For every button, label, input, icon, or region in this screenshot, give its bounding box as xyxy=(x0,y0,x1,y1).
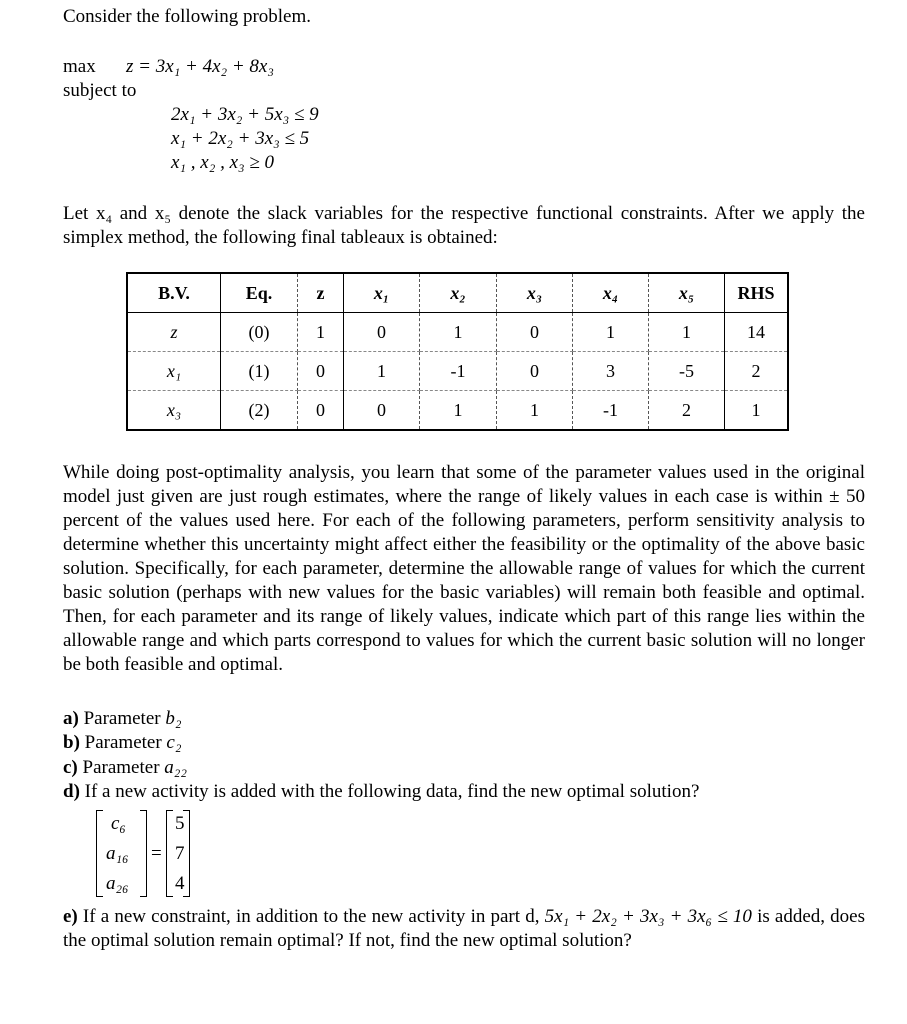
row0-bv: z xyxy=(127,313,221,352)
part-e-text-before: If a new constraint, in addition to the new activity in part d, xyxy=(82,906,540,927)
row0-x1: 0 xyxy=(344,313,420,352)
header-x2: x₂ xyxy=(420,273,497,313)
constraint-1: 2x₁ + 3x₂ + 5x₃ ≤ 9 xyxy=(171,104,319,125)
row2-x2: 1 xyxy=(420,391,497,431)
row1-rhs: 2 xyxy=(725,352,789,391)
part-e-label: e) xyxy=(63,906,78,927)
analysis-paragraph: While doing post-optimality analysis, you learn that some of the parameter values used in the original model just given are just rough estimates, where the range of likely values in each case is within ± 50 percent of the values used here. For each of the following parameters, perform sensitivity analysis to determine whether this uncertainty might affect either the feasibility or the optimality of the above basic solution. Specifically, for each parameter, determine the allowable range of values for which the current basic solution (perhaps with new values for the basic variables) will remain both feasible and optimal. Then, for each parameter and its range of likely values, indicate which part of this range lies within the allowable range and which parts correspond to values for which the current basic solution will no longer be both feasible and optimal. xyxy=(63,462,865,675)
row2-x1: 0 xyxy=(344,391,420,431)
objective-keyword: max xyxy=(63,56,96,77)
part-d-text: If a new activity is added with the following data, find the new optimal solution? xyxy=(84,781,700,802)
header-rhs: RHS xyxy=(725,273,789,313)
part-b xyxy=(63,731,181,755)
part-c-text: Parameter xyxy=(82,757,160,778)
row2-x5: 2 xyxy=(649,391,725,431)
subject-to-label: subject to xyxy=(63,80,137,101)
row2-z: 0 xyxy=(298,391,344,431)
values-right-bracket xyxy=(183,810,190,897)
label-a26: a₂₆ xyxy=(106,873,129,894)
intro-text: Consider the following problem. xyxy=(63,6,312,27)
part-a xyxy=(63,707,181,731)
row2-bv: x₃ xyxy=(127,391,221,431)
header-x1: x₁ xyxy=(344,273,420,313)
values-left-bracket xyxy=(166,810,173,897)
header-x3: x₃ xyxy=(497,273,573,313)
row2-x3: 1 xyxy=(497,391,573,431)
row1-x3: 0 xyxy=(497,352,573,391)
row1-x5: -5 xyxy=(649,352,725,391)
table-row xyxy=(127,391,788,431)
part-c-label: c) xyxy=(63,757,78,778)
equals-sign: = xyxy=(151,843,162,864)
objective-function: z = 3x₁ + 4x₂ + 8x₃ xyxy=(126,56,274,77)
row2-eq: (2) xyxy=(221,391,298,431)
row0-x2: 1 xyxy=(420,313,497,352)
row2-rhs: 1 xyxy=(725,391,789,431)
part-d-label: d) xyxy=(63,781,80,802)
row1-z: 0 xyxy=(298,352,344,391)
value-a26: 4 xyxy=(175,873,185,894)
left-bracket xyxy=(96,810,103,897)
right-bracket xyxy=(140,810,147,897)
part-b-text: Parameter xyxy=(84,732,162,753)
row0-rhs: 14 xyxy=(725,313,789,352)
table-row xyxy=(127,352,788,391)
value-a16: 7 xyxy=(175,843,185,864)
part-a-text: Parameter xyxy=(83,708,161,729)
row1-x4: 3 xyxy=(573,352,649,391)
label-c6: c₆ xyxy=(111,813,127,834)
row2-x4: -1 xyxy=(573,391,649,431)
part-d xyxy=(63,780,699,804)
header-eq: Eq. xyxy=(221,273,298,313)
part-e xyxy=(63,905,865,953)
value-c6: 5 xyxy=(175,813,185,834)
row0-x4: 1 xyxy=(573,313,649,352)
row1-eq: (1) xyxy=(221,352,298,391)
part-e-text-after: is added, does the optimal solution remain optimal? If not, find the new optimal solution? xyxy=(63,906,865,951)
part-b-label: b) xyxy=(63,732,80,753)
part-e-constraint: 5x₁ + 2x₂ + 3x₃ + 3x₆ ≤ 10 xyxy=(544,906,752,927)
table-row xyxy=(127,313,788,352)
part-b-param: c₂ xyxy=(166,732,182,753)
final-tableau xyxy=(126,272,789,431)
row1-bv: x₁ xyxy=(127,352,221,391)
slack-paragraph: Let x₄ and x₅ denote the slack variables for the respective functional constraints. After we apply the simplex method, the following final tableaux is obtained: xyxy=(63,203,865,248)
row0-x3: 0 xyxy=(497,313,573,352)
header-x4: x₄ xyxy=(573,273,649,313)
header-x5: x₅ xyxy=(649,273,725,313)
nonnegativity-constraint: x₁ , x₂ , x₃ ≥ 0 xyxy=(171,152,275,173)
header-z: z xyxy=(298,273,344,313)
part-a-param: b₂ xyxy=(165,708,182,729)
part-a-label: a) xyxy=(63,708,79,729)
part-c-param: a₂₂ xyxy=(164,757,187,778)
tableau-header-row xyxy=(127,273,788,313)
row1-x2: -1 xyxy=(420,352,497,391)
row0-z: 1 xyxy=(298,313,344,352)
row1-x1: 1 xyxy=(344,352,420,391)
row0-x5: 1 xyxy=(649,313,725,352)
header-bv: B.V. xyxy=(127,273,221,313)
part-c xyxy=(63,756,187,780)
constraint-2: x₁ + 2x₂ + 3x₃ ≤ 5 xyxy=(171,128,310,149)
row0-eq: (0) xyxy=(221,313,298,352)
label-a16: a₁₆ xyxy=(106,843,129,864)
